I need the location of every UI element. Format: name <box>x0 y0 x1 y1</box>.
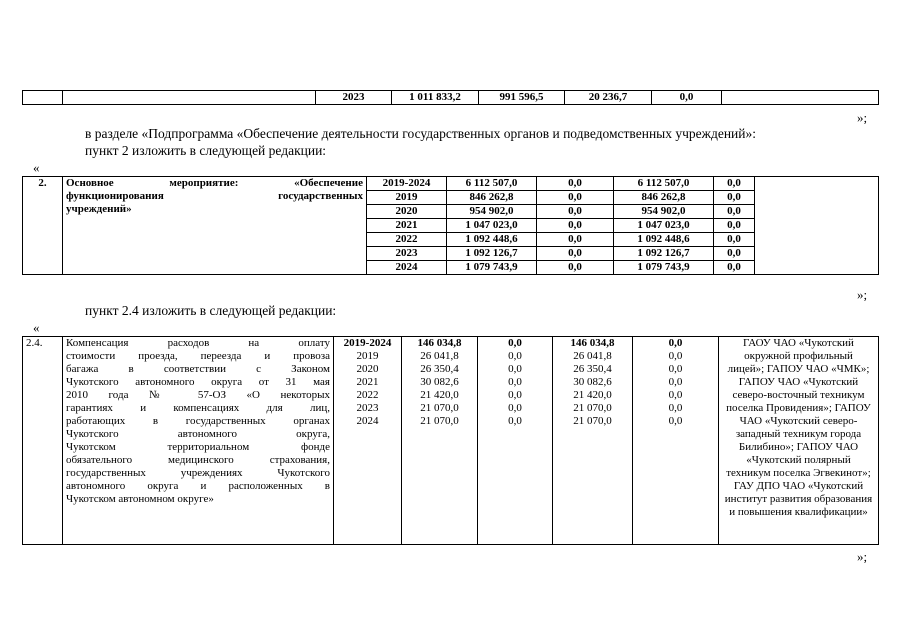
paragraph-point-2-4: пункт 2.4 изложить в следующей редакции: <box>85 303 337 318</box>
total-value: 146 034,8 <box>417 337 462 349</box>
year-cell: 2022 <box>367 233 447 247</box>
top-cell-year: 2023 <box>316 91 392 105</box>
total-cell: 1 079 743,9 <box>447 261 537 275</box>
value-cell: 0,0 <box>714 191 755 205</box>
year-cell: 2023 <box>367 247 447 261</box>
value-cell: 0,0 <box>714 177 755 191</box>
year-value: 2021 <box>356 376 379 388</box>
executor-line: ЧАО «Чукотский северо- <box>739 415 858 427</box>
year-cell: 2019 <box>367 191 447 205</box>
value: 0,0 <box>668 402 683 414</box>
value-cell: 1 047 023,0 <box>614 219 714 233</box>
executor-line: окружной профильный <box>744 350 853 362</box>
open-quote-2: « <box>33 320 40 335</box>
name-line: гарантиях и компенсациях для лиц, <box>66 402 330 414</box>
value-cell: 0,0 <box>537 261 614 275</box>
value-cell: 954 902,0 <box>614 205 714 219</box>
total-cell: 846 262,8 <box>447 191 537 205</box>
name-line: Чукотского автономного округа от 31 мая <box>66 376 330 388</box>
value: 0,0 <box>668 350 683 362</box>
name-line: стоимости проезда, переезда и провоза <box>66 350 330 362</box>
paragraph-point-2: пункт 2 изложить в следующей редакции: <box>85 143 327 158</box>
total-cell: 6 112 507,0 <box>447 177 537 191</box>
table-point-2-4 <box>22 336 879 545</box>
value: 0,0 <box>668 337 683 349</box>
totals-column <box>402 337 478 545</box>
name-line: багажа в соответствии с Законом <box>66 363 330 375</box>
activity-name <box>63 177 367 275</box>
year-value: 2019 <box>356 350 379 362</box>
executor-line: «Чукотский полярный <box>746 454 851 466</box>
row-number: 2. <box>23 177 63 275</box>
total-value: 26 350,4 <box>420 363 459 375</box>
value-cell: 1 079 743,9 <box>614 261 714 275</box>
year-cell: 2020 <box>367 205 447 219</box>
v3-column <box>553 337 633 545</box>
name-line: 2010 года № 57-ОЗ «О некоторых <box>66 389 330 401</box>
executor-line: западный техникум города <box>735 428 862 440</box>
value-cell: 0,0 <box>537 191 614 205</box>
top-table <box>22 90 879 105</box>
executor-line: северо-восточный техникум <box>732 389 865 401</box>
activity-name <box>63 337 334 545</box>
executor-line: лицей»; ГАПОУ ЧАО «ЧМК»; <box>727 363 870 375</box>
name-line: Чукотском территориальном фонде <box>66 441 330 453</box>
name-word: «Обеспечение <box>294 177 363 189</box>
value-cell: 6 112 507,0 <box>614 177 714 191</box>
value-cell: 0,0 <box>714 205 755 219</box>
value: 0,0 <box>668 376 683 388</box>
value-cell: 0,0 <box>537 233 614 247</box>
top-cell-v3: 20 236,7 <box>565 91 652 105</box>
total-value: 21 070,0 <box>420 415 459 427</box>
years-column <box>334 337 402 545</box>
top-cell-v4: 0,0 <box>652 91 722 105</box>
year-cell: 2021 <box>367 219 447 233</box>
total-cell: 1 047 023,0 <box>447 219 537 233</box>
name-line: учреждений» <box>66 203 132 215</box>
value: 26 041,8 <box>573 350 612 362</box>
value: 0,0 <box>508 402 522 414</box>
name-line: работающих в государственных органах <box>66 415 330 427</box>
value: 0,0 <box>508 415 522 427</box>
value: 26 350,4 <box>573 363 612 375</box>
total-cell: 1 092 448,6 <box>447 233 537 247</box>
value: 21 070,0 <box>573 402 612 414</box>
value-cell: 0,0 <box>537 219 614 233</box>
year-value: 2020 <box>356 363 379 375</box>
value: 21 070,0 <box>573 415 612 427</box>
value: 146 034,8 <box>570 337 615 349</box>
table-point-2 <box>22 176 879 275</box>
total-cell: 954 902,0 <box>447 205 537 219</box>
open-quote-1: « <box>33 160 40 175</box>
name-line: Компенсация расходов на оплату <box>66 337 330 349</box>
value-cell: 0,0 <box>537 205 614 219</box>
top-cell-executor <box>722 91 879 105</box>
top-cell-num <box>23 91 63 105</box>
name-line: Чукотском автономном округе» <box>66 493 214 505</box>
row-number: 2.4. <box>23 337 63 545</box>
value: 0,0 <box>508 350 522 362</box>
executor-cell <box>755 177 879 275</box>
value-cell: 0,0 <box>714 247 755 261</box>
name-line: обязательного медицинского страхования, <box>66 454 330 466</box>
value: 21 420,0 <box>573 389 612 401</box>
top-cell-total: 1 011 833,2 <box>392 91 479 105</box>
value: 0,0 <box>668 363 683 375</box>
year-cell: 2024 <box>367 261 447 275</box>
name-line: автономного округа и расположенных в <box>66 480 330 492</box>
value-cell: 846 262,8 <box>614 191 714 205</box>
value: 0,0 <box>508 337 522 349</box>
value-cell: 0,0 <box>714 219 755 233</box>
total-value: 21 070,0 <box>420 402 459 414</box>
top-cell-name <box>63 91 316 105</box>
executor-line: и повышения квалификации» <box>729 506 868 518</box>
close-quote-3: »; <box>857 549 868 564</box>
year-value: 2023 <box>356 402 379 414</box>
value-cell: 0,0 <box>714 261 755 275</box>
executor-line: Билибино»; ГАПОУ ЧАО <box>738 441 859 453</box>
close-quote-2: »; <box>857 287 868 302</box>
year-value: 2019-2024 <box>343 337 392 349</box>
name-word: государственных <box>278 190 363 202</box>
value: 0,0 <box>508 389 522 401</box>
value-cell: 1 092 126,7 <box>614 247 714 261</box>
value-cell: 0,0 <box>714 233 755 247</box>
executor-line: институт развития образования <box>724 493 873 505</box>
year-value: 2022 <box>356 389 379 401</box>
executor-line: ГАПОУ ЧАО «Чукотский <box>738 376 859 388</box>
paragraph-section-intro: в разделе «Подпрограмма «Обеспечение деятельности государственных органов и подведомственных учреждений»: <box>85 126 757 141</box>
name-word: мероприятие: <box>169 177 239 189</box>
executor-line: техникум поселка Эгвекинот»; <box>726 467 871 479</box>
year-cell: 2019-2024 <box>367 177 447 191</box>
year-value: 2024 <box>356 415 379 427</box>
total-value: 21 420,0 <box>420 389 459 401</box>
value: 0,0 <box>508 376 522 388</box>
value-cell: 0,0 <box>537 247 614 261</box>
close-quote-1: »; <box>857 110 868 125</box>
name-word: Основное <box>66 177 114 189</box>
value-cell: 0,0 <box>537 177 614 191</box>
v2-column <box>478 337 553 545</box>
value: 0,0 <box>508 363 522 375</box>
value: 0,0 <box>668 415 683 427</box>
top-cell-v2: 991 596,5 <box>479 91 565 105</box>
executor-line: ГАОУ ЧАО «Чукотский <box>743 337 854 349</box>
total-cell: 1 092 126,7 <box>447 247 537 261</box>
executor-cell <box>719 337 879 545</box>
executor-line: ГАУ ДПО ЧАО «Чукотский <box>733 480 864 492</box>
v4-column <box>633 337 719 545</box>
value-cell: 1 092 448,6 <box>614 233 714 247</box>
value: 0,0 <box>668 389 683 401</box>
name-line: Чукотского автономного округа, <box>66 428 330 440</box>
total-value: 30 082,6 <box>420 376 459 388</box>
executor-line: поселка Провидения»; ГАПОУ <box>726 402 871 414</box>
value: 30 082,6 <box>573 376 612 388</box>
name-line: государственных учреждениях Чукотского <box>66 467 330 479</box>
name-word: функционирования <box>66 190 164 202</box>
total-value: 26 041,8 <box>420 350 459 362</box>
